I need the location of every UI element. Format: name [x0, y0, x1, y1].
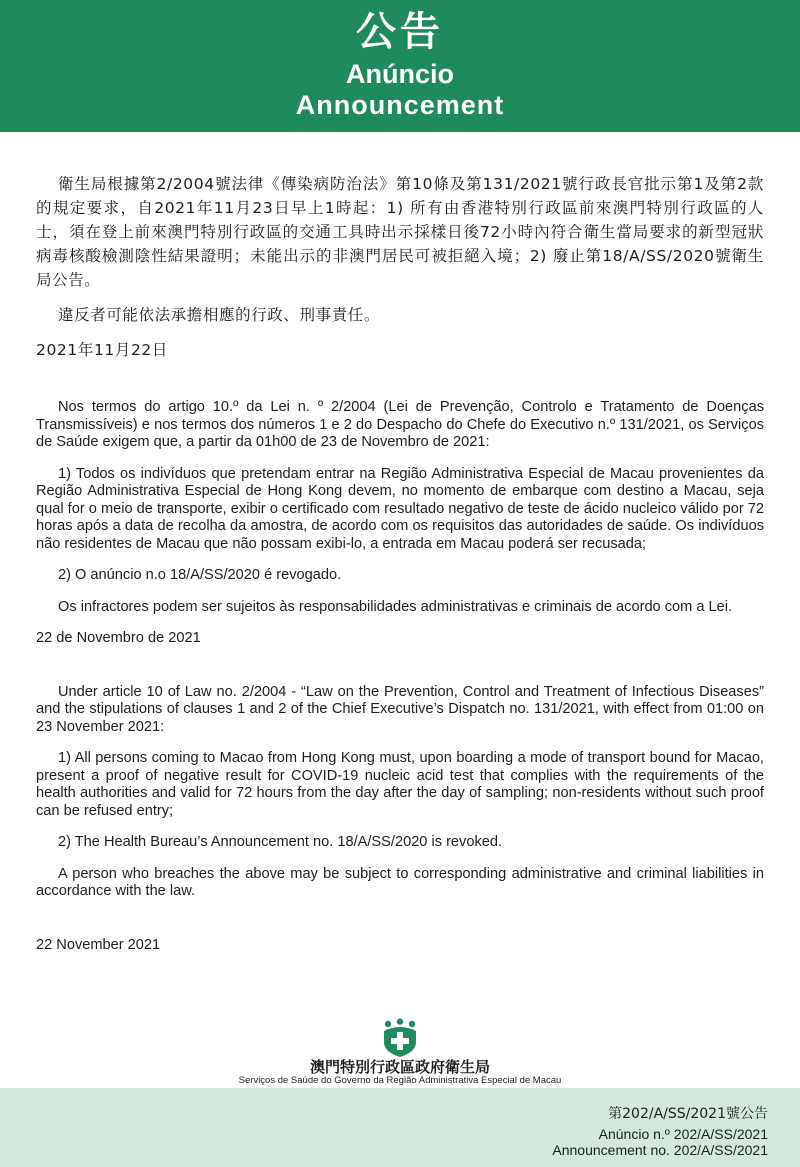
health-bureau-logo-icon [381, 1018, 419, 1058]
organization-name-chinese: 澳門特別行政區政府衛生局 [309, 1058, 490, 1076]
title-chinese: 公告 [356, 9, 444, 55]
chinese-paragraph-warning: 違反者可能依法承擔相應的行政、刑事責任。 [58, 306, 381, 324]
announcement-footer [0, 1088, 800, 1167]
portuguese-date: 22 de Novembro de 2021 [36, 630, 201, 646]
reference-number-english: Announcement no. 202/A/SS/2021 [552, 1142, 768, 1158]
english-warning: A person who breaches the above may be subject to corresponding administrative and criminal liabilities in accordance with the law. [36, 865, 764, 899]
portuguese-warning: Os infractores podem ser sujeitos às responsabilidades administrativas e criminais de acordo com a Lei. [58, 598, 733, 615]
reference-number-portuguese: Anúncio n.º 202/A/SS/2021 [598, 1126, 768, 1142]
announcement-header [0, 0, 800, 132]
english-item-1: 1) All persons coming to Macao from Hong Kong must, upon boarding a mode of transport bound for Macao, present a proof of negative result for COVID-19 nucleic acid test that complies with the requirements of the health authorities and valid for 72 hours from the day after the day of sampling; non-residents without such proof can be refused entry; [36, 750, 764, 819]
reference-number-chinese: 第202/A/SS/2021號公告 [608, 1106, 768, 1122]
portuguese-item-1: 1) Todos os indivíduos que pretendam entrar na Região Administrativa Especial de Macau provenientes da Região Administrativa Especial de Hong Kong devem, no momento de embarque com destino a Macau, seja qual for o meio de transporte, exibir o certificado com resultado negativo de teste de ácido nucleico válido por 72 horas após a data de recolha da amostra, de acordo com os requisitos das autoridades de saúde. Os indivíduos não residentes de Macau que não possam exibi-lo, a entrada em Macau poderá ser recusada; [36, 465, 764, 552]
portuguese-item-2: 2) O anúncio n.o 18/A/SS/2020 é revogado. [58, 567, 342, 583]
chinese-date: 2021年11月22日 [36, 341, 168, 359]
announcement-body [36, 172, 764, 954]
title-english: Announcement [295, 90, 505, 120]
english-intro: Under article 10 of Law no. 2/2004 - “Law on the Prevention, Control and Treatment of Infectious Diseases” and the stipulations of clauses 1 and 2 of the Chief Executive’s Dispatch no. 131/2021, with effect from 01:00 on 23 November 2021: [36, 683, 764, 735]
english-item-2: 2) The Health Bureau’s Announcement no. 18/A/SS/2020 is revoked. [58, 834, 503, 850]
portuguese-intro: Nos termos do artigo 10.º da Lei n. º 2/2004 (Lei de Prevenção, Controlo e Tratamento de Doenças Transmissíveis) e nos termos dos números 1 e 2 do Despacho do Chefe do Executivo n.º 131/2021, os Serviços de Saúde exigem que, a partir da 01h00 de 23 de Novembro de 2021: [36, 399, 764, 450]
title-portuguese: Anúncio [346, 59, 454, 89]
health-bureau-logo-icon [0, 1018, 800, 1058]
chinese-paragraph-main: 衛生局根據第2/2004號法律《傳染病防治法》第10條及第131/2021號行政長官批示第1及第2款的規定要求，自2021年11月23日早上1時起：1) 所有由香港特別行政區前來澳門特別行政區的人士，須在登上前來澳門特別行政區的交通工具時出示採樣日後72小時內符合衛生當局要求的新型冠狀病毒核酸檢測陰性結果證明；未能出示的非澳門居民可被拒絕入境；2) 廢止第18/A/SS/2020號衛生局公告。 [36, 175, 764, 289]
organization-name-portuguese: Serviços de Saúde do Governo da Região Administrativa Especial de Macau [238, 1075, 562, 1086]
english-date: 22 November 2021 [36, 936, 161, 953]
